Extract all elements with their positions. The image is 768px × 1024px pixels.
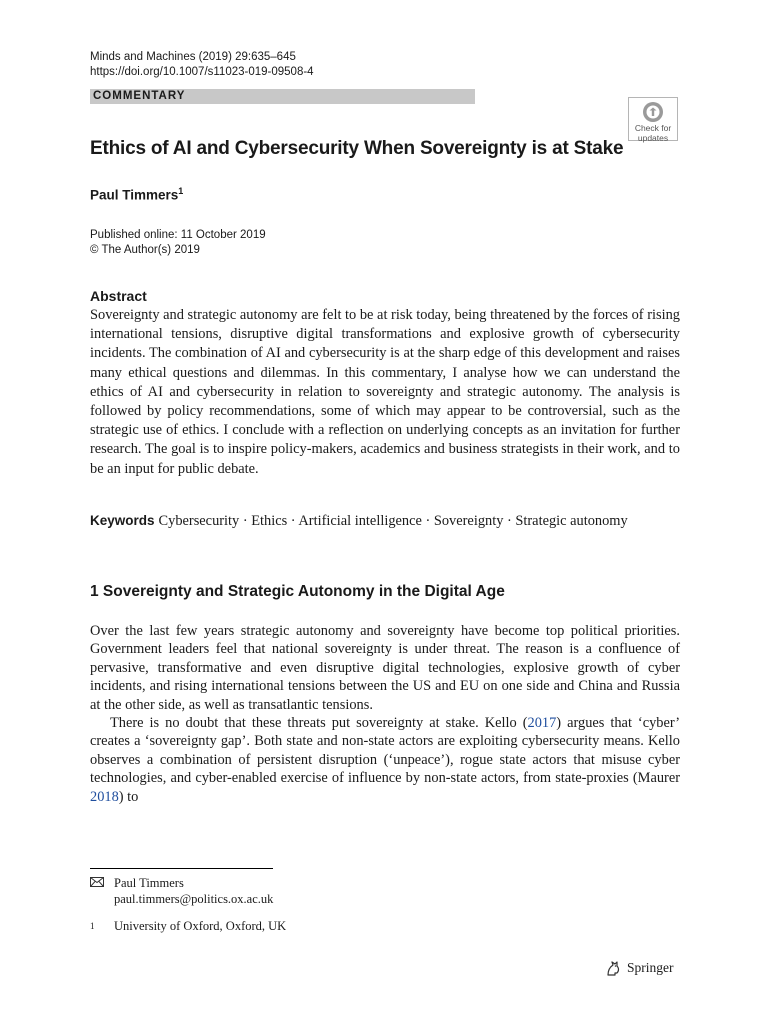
article-title: Ethics of AI and Cybersecurity When Sovereignty is at Stake <box>90 138 624 159</box>
footnote-divider <box>90 868 273 869</box>
citation-kello-2017[interactable]: 2017 <box>527 715 557 732</box>
publication-info <box>90 228 266 257</box>
check-updates-line1: Check for <box>634 123 672 133</box>
body-paragraph-1: Over the last few years strategic autonomy and sovereignty have become top political priorities. Government leaders feel that national sovereignty is under threat. The reason is a confluence of pervasive, transformative and even disruptive digital technologies, explosive growth of cyber incidents, and rising international tensions between the US and EU on one side and China and Russia at the other side, as well as transatlantic tensions. <box>90 623 680 713</box>
contact-email[interactable]: paul.timmers@politics.ox.ac.uk <box>114 891 274 906</box>
author-name: Paul Timmers <box>90 187 179 203</box>
affiliation-text: University of Oxford, Oxford, UK <box>114 919 287 933</box>
publisher-name: Springer <box>627 960 674 975</box>
body-text <box>90 622 680 806</box>
citation-maurer-2018[interactable]: 2018 <box>90 788 119 805</box>
corresponding-author <box>90 876 273 907</box>
check-updates-line2: updates <box>637 132 669 143</box>
keywords-block <box>90 511 680 531</box>
keywords-label: Keywords <box>90 513 155 528</box>
doi-link[interactable]: https://doi.org/10.1007/s11023-019-09508-4 <box>90 66 314 78</box>
keywords-list: Cybersecurity · Ethics · Artificial intelligence · Sovereignty · Strategic autonomy <box>158 513 628 529</box>
author-affiliation-mark[interactable]: 1 <box>178 186 184 196</box>
check-updates-icon <box>642 101 664 123</box>
journal-header <box>90 50 314 80</box>
body-paragraph-2 <box>90 714 680 806</box>
affiliation-number: 1 <box>90 921 95 931</box>
journal-citation: Minds and Machines (2019) 29:635–645 <box>90 51 296 63</box>
article-type-bar: COMMENTARY <box>90 89 475 104</box>
contact-name: Paul Timmers <box>114 876 184 890</box>
publisher-logo <box>604 959 674 977</box>
section-heading: 1 Sovereignty and Strategic Autonomy in the Digital Age <box>90 583 505 600</box>
copyright-notice: © The Author(s) 2019 <box>90 243 200 256</box>
author-line <box>90 186 183 203</box>
published-date: Published online: 11 October 2019 <box>90 229 266 241</box>
para2-text-a: There is no doubt that these threats put sovereignty at stake. Kello ( <box>110 715 528 732</box>
para2-text-c: ) to <box>118 788 139 805</box>
para2-text-b: ) argues that ‘cyber’ creates a ‘sovereignty gap’. Both state and non-state actors are exploiting cybersecurity means. Kello observes a combination of persistent disruption (‘unpeace’), rogue state actors that misuse cyber technologies, and cyber-enabled exercise of influence by non-state actors, from state-proxies (Maurer <box>90 715 681 787</box>
springer-horse-icon <box>604 959 622 977</box>
affiliation <box>90 919 286 935</box>
envelope-icon <box>90 876 114 892</box>
check-for-updates-badge[interactable] <box>628 97 678 141</box>
abstract-text: Sovereignty and strategic autonomy are felt to be at risk today, being threatened by the forces of rising international tensions, disruptive digital transformations and explosive growth of cybersecurity incidents. The combination of AI and cybersecurity is at the sharp edge of this development and raises many ethical questions and dilemmas. In this commentary, I analyse how we can understand the ethics of AI and cybersecurity in relation to sovereignty and strategic autonomy. The analysis is followed by policy recommendations, some of which may appear to be controversial, such as the strategic use of ethics. I conclude with a reflection on underlying concepts as an invitation for further research. The goal is to inspire policy-makers, academics and business strategists in their work, and to be an input for public debate. <box>90 307 680 477</box>
abstract-heading: Abstract <box>90 288 147 304</box>
